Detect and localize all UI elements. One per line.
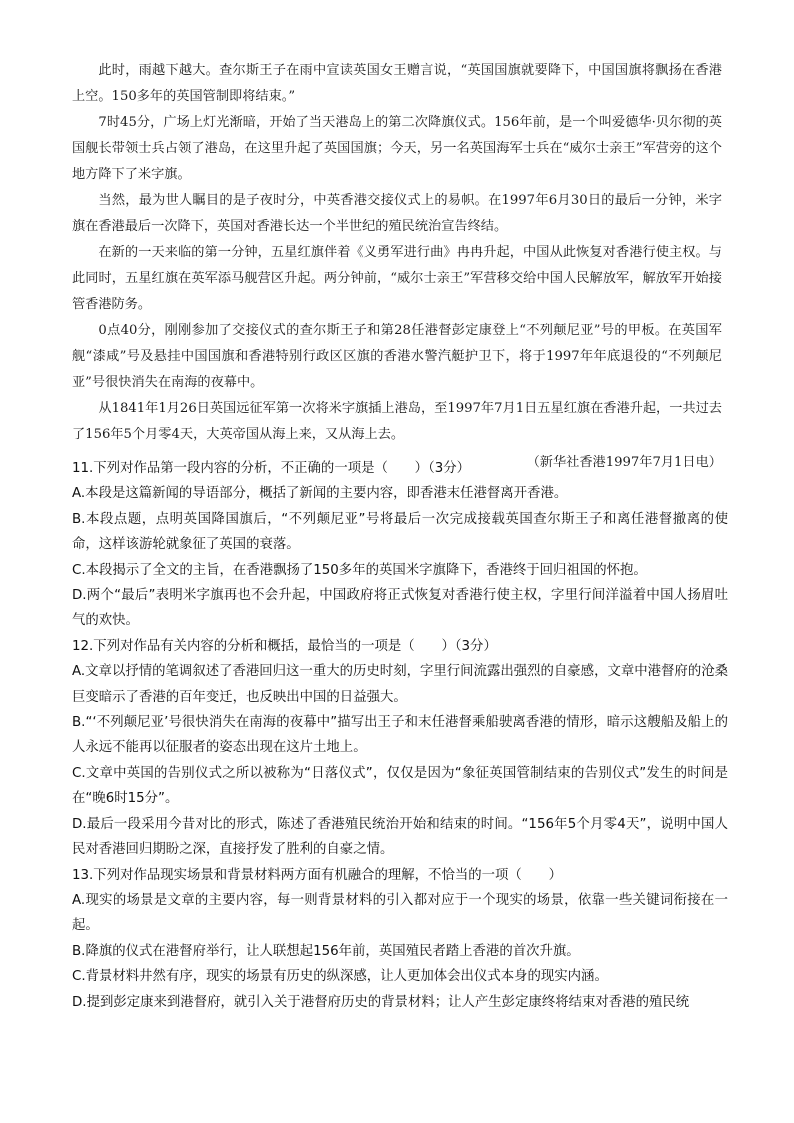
question-13-option-d: D.提到彭定康来到港督府，就引入关于港督府历史的背景材料；让人产生彭定康终将结束对香港的殖民统	[72, 994, 690, 1010]
question-13-stem: 13.下列对作品现实场景和背景材料两方面有机融合的理解，不恰当的一项（ ）	[72, 867, 562, 883]
question-12-option-b: B.“‘不列颠尼亚’号很快消失在南海的夜幕中”描写出王子和末任港督乘船驶离香港的情形，暗示这艘船及船上的人永远不能再以征服者的姿态出现在这片土地上。	[72, 715, 728, 756]
passage-paragraph-3: 当然，最为世人瞩目的是子夜时分，中英香港交接仪式上的易帜。在1997年6月30日的最后一分钟，米字旗在香港最后一次降下，英国对香港长达一个半世纪的殖民统治宣告终结。	[72, 193, 722, 234]
passage-paragraph-4: 在新的一天来临的第一分钟，五星红旗伴着《义勇军进行曲》冉冉升起，中国从此恢复对香港行使主权。与此同时，五星红旗在英军添马舰营区升起。两分钟前，“威尔士亲王”军营移交给中国人民解放军，解放军开始接管香港防务。	[72, 245, 722, 312]
passage-paragraph-2: 7时45分，广场上灯光渐暗，开始了当天港岛上的第二次降旗仪式。156年前，是一个叫爱德华·贝尔彻的英国舰长带领士兵占领了港岛，在这里升起了英国国旗；今天，另一名英国海军士兵在“威尔士亲王”军营旁的这个地方降下了米字旗。	[72, 115, 722, 182]
news-dateline: （新华社香港1997年7月1日电）	[526, 455, 722, 470]
passage-paragraph-5: 0点40分，刚刚参加了交接仪式的查尔斯王子和第28任港督彭定康登上“不列颠尼亚”号的甲板。在英国军舰“漆咸”号及悬挂中国国旗和香港特别行政区区旗的香港水警汽艇护卫下，将于1997年年底退役的“不列颠尼亚”号很快消失在南海的夜幕中。	[72, 323, 722, 390]
question-12-option-a: A.文章以抒情的笔调叙述了香港回归这一重大的历史时刻，字里行间流露出强烈的自豪感，文章中港督府的沧桑巨变暗示了香港的百年变迁，也反映出中国的日益强大。	[72, 664, 728, 705]
question-11-option-b: B.本段点题，点明英国降国旗后，“不列颠尼亚”号将最后一次完成接载英国查尔斯王子和离任港督撤离的使命，这样该游轮就象征了英国的衰落。	[72, 511, 728, 553]
question-11-option-c: C.本段揭示了全文的主旨，在香港飘扬了150多年的英国米字旗降下，香港终于回归祖国的怀抱。	[72, 562, 647, 578]
passage-paragraph-6: 从1841年1月26日英国远征军第一次将米字旗插上港岛，至1997年7月1日五星红旗在香港升起，一共过去了156年5个月零4天，大英帝国从海上来，又从海上去。	[72, 401, 722, 442]
question-13-option-b: B.降旗的仪式在港督府举行，让人联想起156年前，英国殖民者踏上香港的首次升旗。	[72, 943, 580, 959]
question-section	[72, 456, 728, 1015]
question-12-option-d: D.最后一段采用今昔对比的形式，陈述了香港殖民统治开始和结束的时间。“156年5个月零4天”，说明中国人民对香港回归期盼之深，直接抒发了胜利的自豪之情。	[72, 816, 728, 858]
question-11-option-a: A.本段是这篇新闻的导语部分，概括了新闻的主要内容，即香港末任港督离开香港。	[72, 486, 568, 502]
passage-paragraph-1: 此时，雨越下越大。查尔斯王子在雨中宣读英国女王赠言说，“英国国旗就要降下，中国国旗将飘扬在香港上空。150多年的英国管制即将结束。”	[72, 63, 722, 104]
news-passage	[72, 58, 722, 476]
question-11-stem: 11.下列对作品第一段内容的分析，不正确的一项是（ ）（3分）	[72, 461, 471, 476]
question-12-stem: 12.下列对作品有关内容的分析和概括，最恰当的一项是（ ）（3分）	[72, 638, 497, 654]
question-13-option-a: A.现实的场景是文章的主要内容，每一则背景材料的引入都对应于一个现实的场景，依靠一些关键词衔接在一起。	[72, 892, 728, 934]
question-13-option-c: C.背景材料井然有序，现实的场景有历史的纵深感，让人更加体会出仪式本身的现实内涵。	[72, 969, 608, 985]
question-11-option-d: D.两个“最后”表明米字旗再也不会升起，中国政府将正式恢复对香港行使主权，字里行间洋溢着中国人扬眉吐气的欢快。	[72, 588, 728, 629]
question-12-option-c: C.文章中英国的告别仪式之所以被称为“日落仪式”，仅仅是因为“象征英国管制结束的告别仪式”发生的时间是在“晚6时15分”。	[72, 765, 728, 807]
